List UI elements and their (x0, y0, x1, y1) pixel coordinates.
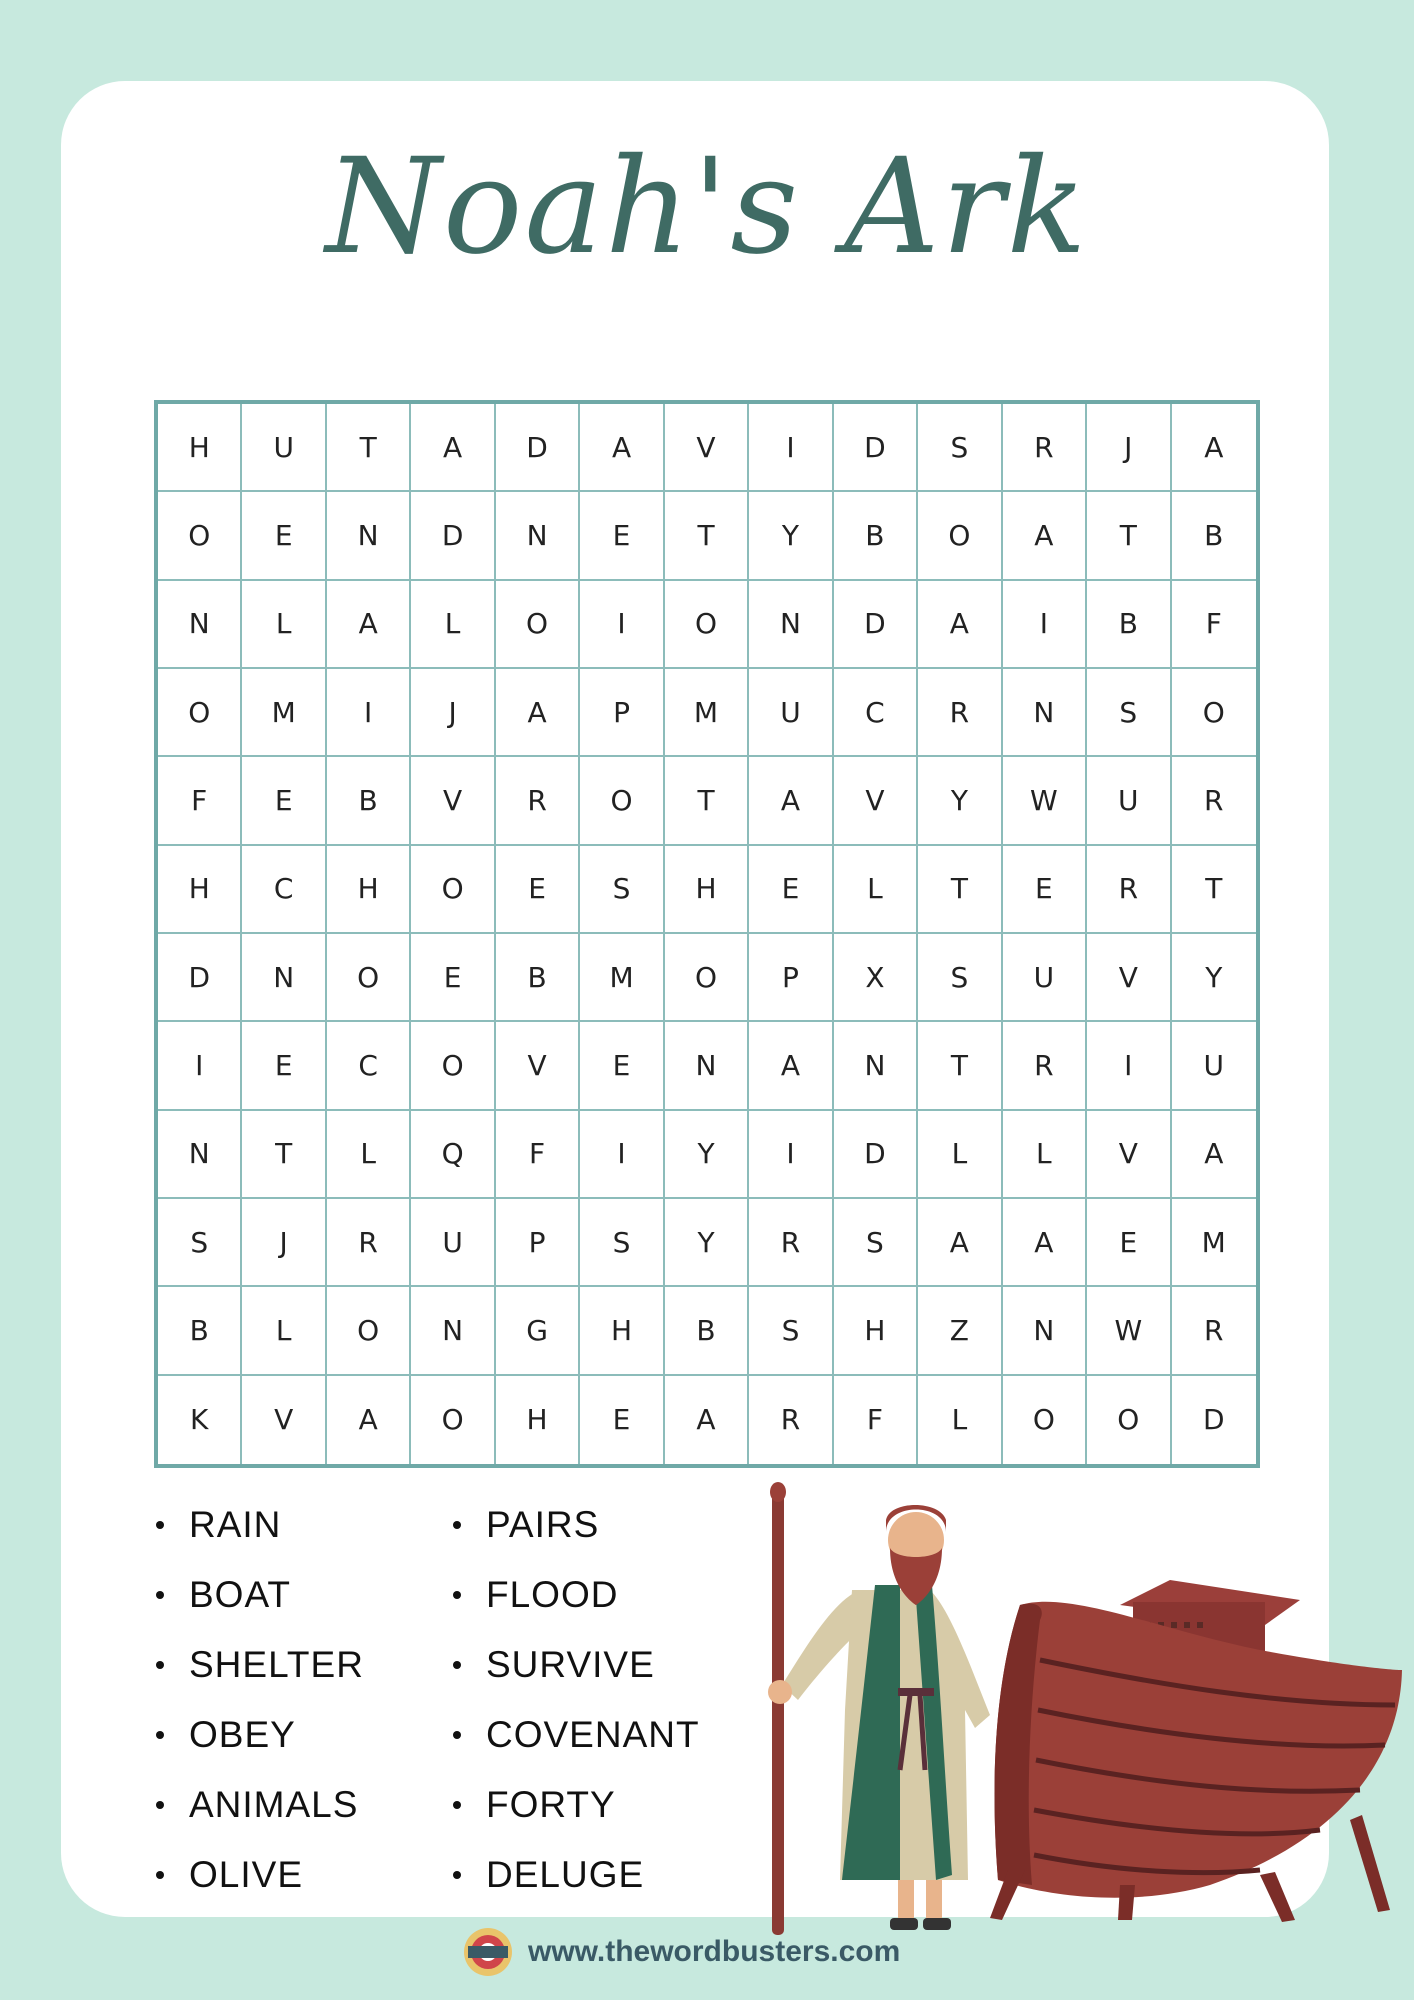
grid-cell[interactable]: C (327, 1022, 411, 1110)
word-list-column-2 (453, 1490, 700, 1910)
grid-cell[interactable]: Z (918, 1287, 1002, 1375)
grid-cell[interactable]: M (1172, 1199, 1256, 1287)
grid-cell[interactable]: Q (411, 1111, 495, 1199)
grid-cell[interactable]: E (580, 1376, 664, 1464)
grid-cell[interactable]: B (158, 1287, 242, 1375)
noah-figure-icon (768, 1482, 990, 1935)
grid-cell[interactable]: N (411, 1287, 495, 1375)
grid-cell[interactable]: T (1087, 492, 1171, 580)
grid-cell[interactable]: Y (1172, 934, 1256, 1022)
grid-cell[interactable]: F (158, 757, 242, 845)
word-list-item: OBEY (156, 1700, 364, 1770)
grid-cell[interactable]: U (1172, 1022, 1256, 1110)
grid-cell[interactable]: L (242, 581, 326, 669)
page-title: Noah's Ark (325, 130, 1089, 284)
grid-cell[interactable]: E (242, 492, 326, 580)
grid-cell[interactable]: J (411, 669, 495, 757)
grid-cell[interactable]: I (1003, 581, 1087, 669)
grid-cell[interactable]: A (1172, 404, 1256, 492)
word-list-item: ANIMALS (156, 1770, 364, 1840)
grid-cell[interactable]: T (665, 492, 749, 580)
grid-cell[interactable]: E (580, 492, 664, 580)
grid-cell[interactable]: B (665, 1287, 749, 1375)
grid-cell[interactable]: E (496, 846, 580, 934)
grid-cell[interactable]: H (158, 846, 242, 934)
grid-cell[interactable]: N (665, 1022, 749, 1110)
grid-cell[interactable]: S (580, 1199, 664, 1287)
grid-cell[interactable]: S (834, 1199, 918, 1287)
grid-cell[interactable]: A (1003, 1199, 1087, 1287)
grid-cell[interactable]: Y (665, 1111, 749, 1199)
grid-cell[interactable]: R (749, 1376, 833, 1464)
grid-cell[interactable]: O (665, 934, 749, 1022)
grid-cell[interactable]: L (834, 846, 918, 934)
grid-cell[interactable]: J (242, 1199, 326, 1287)
grid-cell[interactable]: A (749, 757, 833, 845)
grid-cell[interactable]: P (580, 669, 664, 757)
grid-cell[interactable]: O (327, 1287, 411, 1375)
grid-cell[interactable]: M (665, 669, 749, 757)
grid-cell[interactable]: A (918, 1199, 1002, 1287)
word-list-item: COVENANT (453, 1700, 700, 1770)
grid-cell[interactable]: A (1003, 492, 1087, 580)
grid-cell[interactable]: N (242, 934, 326, 1022)
grid-cell[interactable]: W (1003, 757, 1087, 845)
word-search-grid (154, 400, 1260, 1468)
grid-cell[interactable]: R (1003, 1022, 1087, 1110)
grid-cell[interactable]: A (327, 1376, 411, 1464)
grid-cell[interactable]: J (1087, 404, 1171, 492)
grid-cell[interactable]: N (158, 581, 242, 669)
grid-cell[interactable]: B (834, 492, 918, 580)
ark-icon (990, 1580, 1402, 1922)
word-list-item: OLIVE (156, 1840, 364, 1910)
grid-cell[interactable]: V (242, 1376, 326, 1464)
grid-cell[interactable]: O (1003, 1376, 1087, 1464)
grid-cell[interactable]: S (918, 404, 1002, 492)
grid-cell[interactable]: B (1172, 492, 1256, 580)
grid-cell[interactable]: A (665, 1376, 749, 1464)
grid-cell[interactable]: N (158, 1111, 242, 1199)
grid-cell[interactable]: L (918, 1376, 1002, 1464)
grid-cell[interactable]: X (834, 934, 918, 1022)
grid-cell[interactable]: P (496, 1199, 580, 1287)
grid-cell[interactable]: L (918, 1111, 1002, 1199)
grid-cell[interactable]: T (665, 757, 749, 845)
grid-cell[interactable]: D (1202, 1403, 1225, 1437)
grid-cell[interactable]: R (1003, 404, 1087, 492)
word-list-item: FLOOD (453, 1560, 700, 1630)
grid-cell[interactable]: B (327, 757, 411, 845)
grid-cell[interactable]: O (411, 846, 495, 934)
grid-cell[interactable]: V (1087, 934, 1171, 1022)
word-list-item: SHELTER (156, 1630, 364, 1700)
grid-cell[interactable]: U (411, 1199, 495, 1287)
grid-cell[interactable]: M (580, 934, 664, 1022)
grid-cell[interactable]: I (1087, 1022, 1171, 1110)
grid-cell[interactable]: N (1003, 1287, 1087, 1375)
grid-cell[interactable]: D (411, 492, 495, 580)
grid-cell[interactable]: R (749, 1199, 833, 1287)
grid-cell[interactable]: O (411, 1376, 495, 1464)
grid-cell[interactable]: O (918, 492, 1002, 580)
word-list-item: DELUGE (453, 1840, 700, 1910)
grid-cell[interactable]: Y (749, 492, 833, 580)
grid-cell[interactable]: R (1172, 757, 1256, 845)
grid-cell[interactable]: N (496, 492, 580, 580)
grid-cell[interactable]: D (158, 934, 242, 1022)
grid-cell[interactable]: V (411, 757, 495, 845)
grid-cell[interactable]: V (1087, 1111, 1171, 1199)
grid-cell[interactable]: Y (665, 1199, 749, 1287)
grid-cell[interactable]: T (1172, 846, 1256, 934)
grid-cell[interactable]: E (1003, 846, 1087, 934)
grid-cell[interactable]: I (158, 1022, 242, 1110)
grid-cell[interactable]: I (749, 1111, 833, 1199)
grid-cell[interactable]: R (1087, 846, 1171, 934)
footer (462, 1922, 900, 1982)
grid-cell[interactable]: L (327, 1111, 411, 1199)
grid-cell[interactable]: T (918, 846, 1002, 934)
grid-cell[interactable]: R (1172, 1287, 1256, 1375)
grid-cell[interactable]: T (242, 1111, 326, 1199)
grid-cell[interactable]: O (411, 1022, 495, 1110)
grid-cell[interactable]: W (1087, 1287, 1171, 1375)
grid-cell[interactable]: O (1087, 1376, 1171, 1464)
grid-cell[interactable]: R (918, 669, 1002, 757)
grid-cell[interactable]: N (749, 581, 833, 669)
word-list-column-1 (156, 1490, 364, 1910)
word-list-item: PAIRS (453, 1490, 700, 1560)
grid-cell[interactable]: H (158, 404, 242, 492)
grid-cell[interactable]: K (158, 1376, 242, 1464)
grid-cell[interactable]: L (411, 581, 495, 669)
word-list-item: FORTY (453, 1770, 700, 1840)
grid-cell[interactable]: F (496, 1111, 580, 1199)
grid-cell[interactable]: U (242, 404, 326, 492)
grid-cell[interactable]: F (1172, 581, 1256, 669)
grid-cell[interactable]: E (749, 846, 833, 934)
grid-cell[interactable]: A (580, 404, 664, 492)
word-list-item: BOAT (156, 1560, 364, 1630)
grid-cell[interactable]: D (834, 1111, 918, 1199)
grid-cell[interactable]: F (834, 1376, 918, 1464)
grid-cell[interactable]: U (1087, 757, 1171, 845)
grid-cell[interactable]: Y (918, 757, 1002, 845)
grid-cell[interactable]: A (1172, 1111, 1256, 1199)
grid-cell[interactable]: U (1003, 934, 1087, 1022)
grid-cell[interactable]: C (242, 846, 326, 934)
grid-cell[interactable]: D (496, 404, 580, 492)
grid-cell[interactable]: G (496, 1287, 580, 1375)
grid-cell[interactable]: R (496, 757, 580, 845)
word-busters-logo-icon (462, 1926, 514, 1978)
grid-cell[interactable]: M (242, 669, 326, 757)
grid-cell[interactable]: L (242, 1287, 326, 1375)
grid-cell[interactable]: V (665, 404, 749, 492)
grid-cell[interactable]: N (1003, 669, 1087, 757)
grid-cell[interactable]: O (327, 934, 411, 1022)
grid-cell[interactable]: A (749, 1022, 833, 1110)
grid-cell[interactable]: B (1087, 581, 1171, 669)
grid-cell[interactable]: U (749, 669, 833, 757)
grid-cell[interactable]: N (834, 1022, 918, 1110)
grid-cell[interactable]: D (834, 404, 918, 492)
grid-cell[interactable]: E (580, 1022, 664, 1110)
grid-cell[interactable]: E (242, 757, 326, 845)
grid-cell[interactable]: S (749, 1287, 833, 1375)
grid-cell[interactable]: I (580, 1111, 664, 1199)
noah-ark-illustration (740, 1480, 1414, 1940)
grid-cell[interactable]: O (496, 581, 580, 669)
grid-cell[interactable]: D (834, 581, 918, 669)
grid-cell[interactable]: H (327, 846, 411, 934)
grid-cell[interactable]: C (834, 669, 918, 757)
grid-cell[interactable]: H (665, 846, 749, 934)
grid-cell[interactable]: E (1087, 1199, 1171, 1287)
grid-cell[interactable]: I (327, 669, 411, 757)
grid-cell[interactable]: O (158, 492, 242, 580)
website-url[interactable]: www.thewordbusters.com (528, 1935, 901, 1968)
grid-cell[interactable]: R (327, 1199, 411, 1287)
grid-cell[interactable]: O (158, 669, 242, 757)
grid-cell[interactable]: I (580, 581, 664, 669)
grid-cell[interactable]: L (1003, 1111, 1087, 1199)
grid-cell[interactable]: S (918, 934, 1002, 1022)
grid-cell[interactable]: O (580, 757, 664, 845)
grid-cell[interactable]: H (580, 1287, 664, 1375)
grid-cell[interactable]: E (242, 1022, 326, 1110)
grid-cell[interactable]: H (496, 1376, 580, 1464)
word-list-item: RAIN (156, 1490, 364, 1560)
grid-cell[interactable]: O (665, 581, 749, 669)
grid-cell[interactable]: O (1172, 669, 1256, 757)
grid-cell[interactable]: I (749, 404, 833, 492)
grid-cell[interactable]: V (496, 1022, 580, 1110)
grid-cell[interactable]: N (327, 492, 411, 580)
grid-cell[interactable]: T (327, 404, 411, 492)
grid-cell[interactable]: B (496, 934, 580, 1022)
grid-cell[interactable]: E (411, 934, 495, 1022)
word-list-item: SURVIVE (453, 1630, 700, 1700)
grid-cell[interactable]: P (749, 934, 833, 1022)
grid-cell[interactable]: V (834, 757, 918, 845)
grid-cell[interactable]: H (834, 1287, 918, 1375)
grid-cell[interactable]: S (1087, 669, 1171, 757)
grid-cell[interactable]: A (411, 404, 495, 492)
grid-cell[interactable]: A (496, 669, 580, 757)
grid-cell[interactable]: A (918, 581, 1002, 669)
grid-cell[interactable]: A (327, 581, 411, 669)
grid-cell[interactable]: T (918, 1022, 1002, 1110)
grid-cell[interactable]: S (580, 846, 664, 934)
grid-cell[interactable]: S (158, 1199, 242, 1287)
